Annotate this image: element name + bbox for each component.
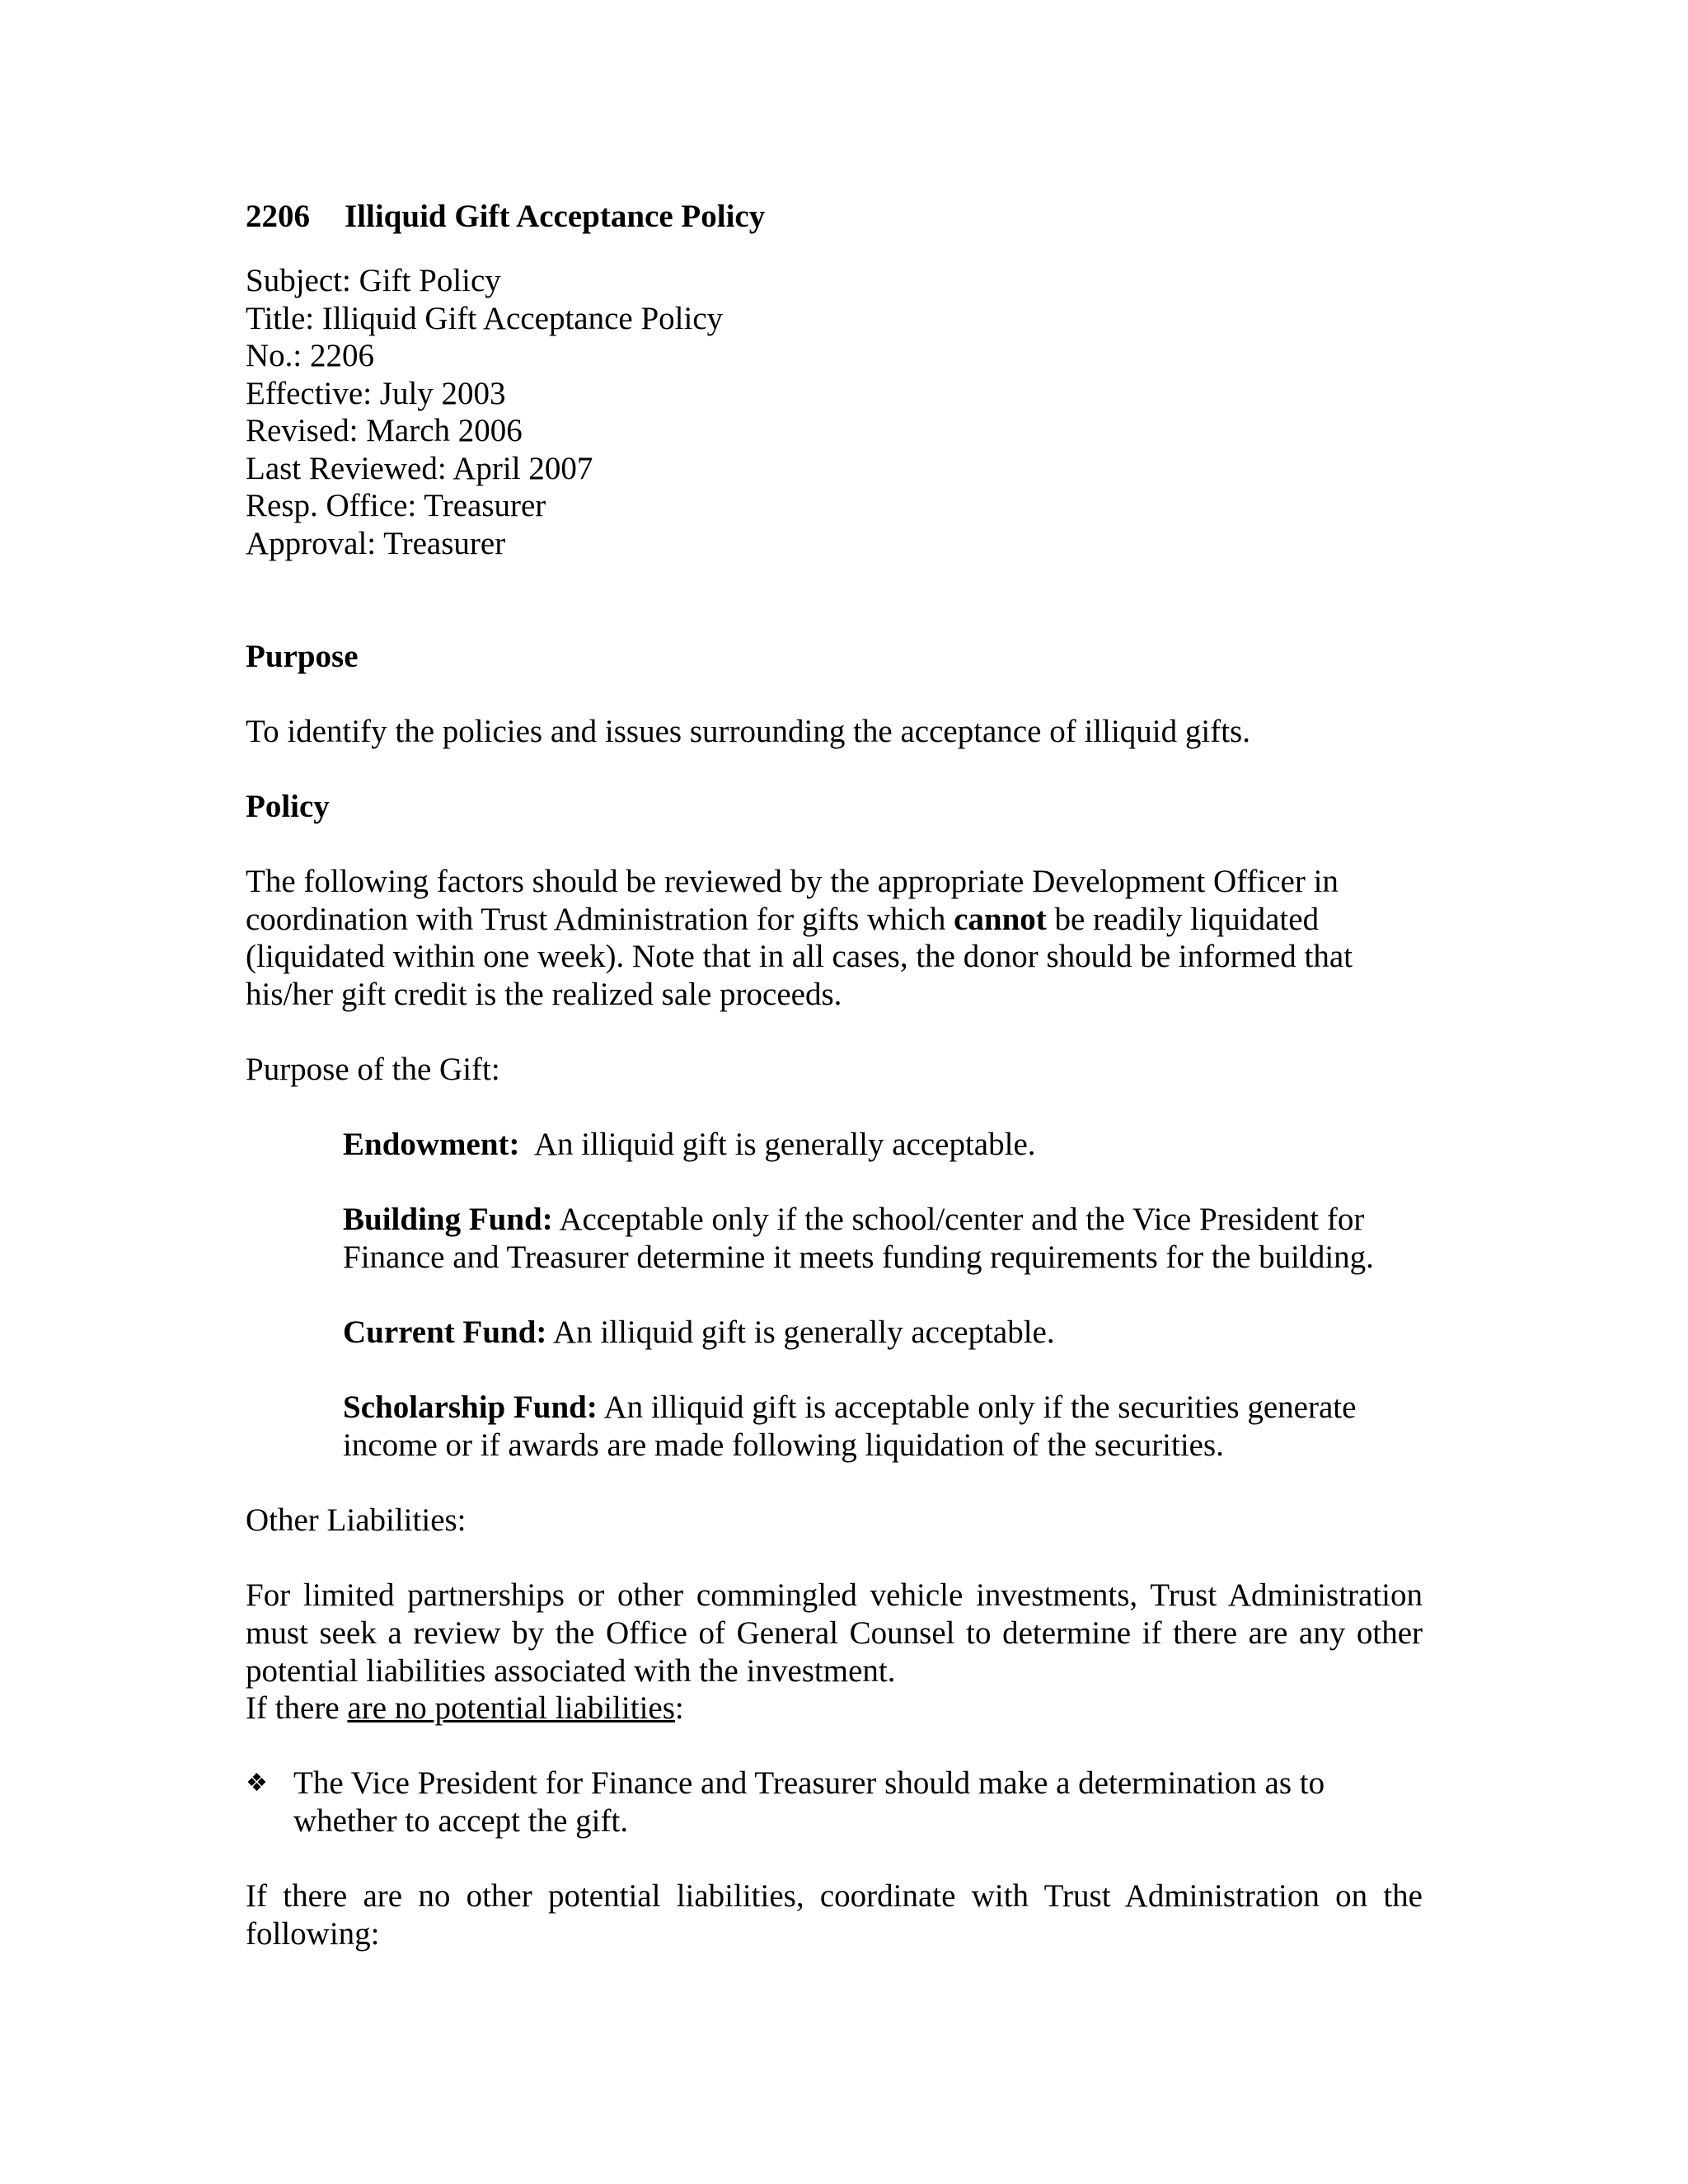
gift-type-current-fund xyxy=(343,1314,1055,1352)
meta-resp-office: Resp. Office: Treasurer xyxy=(246,488,546,523)
gift-type-text: An illiquid gift is generally acceptable. xyxy=(546,1315,1055,1350)
meta-number: No.: 2206 xyxy=(246,338,374,373)
diamond-bullet-icon: ❖ xyxy=(246,1769,268,1797)
gift-type-label: Scholarship Fund: xyxy=(343,1390,598,1425)
bullet-line-1: The Vice President for Finance and Treasurer should make a determination as to xyxy=(293,1765,1325,1801)
no-liabilities-suffix: : xyxy=(674,1690,684,1726)
meta-subject: Subject: Gift Policy xyxy=(246,263,501,298)
policy-line-4: his/her gift credit is the realized sale proceeds. xyxy=(246,977,842,1012)
meta-last-reviewed: Last Reviewed: April 2007 xyxy=(246,451,593,486)
document-title xyxy=(246,198,765,236)
policy-line-2-end: be readily liquidated xyxy=(1046,902,1320,937)
policy-line-1: The following factors should be reviewed by the appropriate Development Officer in xyxy=(246,864,1339,899)
policy-number: 2206 xyxy=(246,199,310,234)
policy-line-2-start: coordination with Trust Administration for gifts which xyxy=(246,902,954,937)
purpose-heading: Purpose xyxy=(246,639,359,674)
gift-type-text: An illiquid gift is generally acceptable. xyxy=(519,1127,1036,1162)
meta-effective: Effective: July 2003 xyxy=(246,376,506,411)
final-paragraph: If there are no other potential liabilities, coordinate with Trust Administration on the following: xyxy=(246,1878,1423,1952)
purpose-of-gift-label: Purpose of the Gift: xyxy=(246,1052,500,1087)
gift-type-building-fund-line-2: Finance and Treasurer determine it meets funding requirements for the building. xyxy=(343,1240,1374,1275)
no-liabilities-line xyxy=(246,1690,684,1727)
policy-line-2 xyxy=(246,901,1319,939)
gift-type-label: Current Fund: xyxy=(343,1315,547,1350)
policy-line-3: (liquidated within one week). Note that in all cases, the donor should be informed that xyxy=(246,939,1353,974)
gift-type-text: Acceptable only if the school/center and the Vice President for xyxy=(552,1202,1365,1237)
purpose-text: To identify the policies and issues surrounding the acceptance of illiquid gifts. xyxy=(246,714,1250,749)
policy-title: Illiquid Gift Acceptance Policy xyxy=(345,199,766,234)
cannot-emphasis: cannot xyxy=(954,902,1047,937)
meta-approval: Approval: Treasurer xyxy=(246,526,506,561)
gift-type-label: Building Fund: xyxy=(343,1202,553,1237)
gift-type-text: An illiquid gift is acceptable only if the securities generate xyxy=(597,1390,1357,1425)
gift-type-scholarship-fund-line-2: income or if awards are made following liquidation of the securities. xyxy=(343,1427,1224,1463)
liabilities-paragraph: For limited partnerships or other commingled vehicle investments, Trust Administration must seek a review by the Office of General Counsel to determine if there are any other potential liabilities associated with the investment. xyxy=(246,1577,1423,1689)
gift-type-label: Endowment: xyxy=(343,1127,520,1162)
gift-type-building-fund xyxy=(343,1201,1364,1239)
other-liabilities-label: Other Liabilities: xyxy=(246,1502,467,1538)
gift-type-scholarship-fund xyxy=(343,1389,1356,1427)
no-liabilities-prefix: If there xyxy=(246,1690,348,1726)
meta-revised: Revised: March 2006 xyxy=(246,413,523,448)
gift-type-endowment xyxy=(343,1126,1036,1164)
meta-title: Title: Illiquid Gift Acceptance Policy xyxy=(246,301,724,336)
bullet-line-2: whether to accept the gift. xyxy=(293,1803,629,1839)
policy-heading: Policy xyxy=(246,789,330,824)
no-liabilities-underlined: are no potential liabilities xyxy=(347,1690,675,1726)
